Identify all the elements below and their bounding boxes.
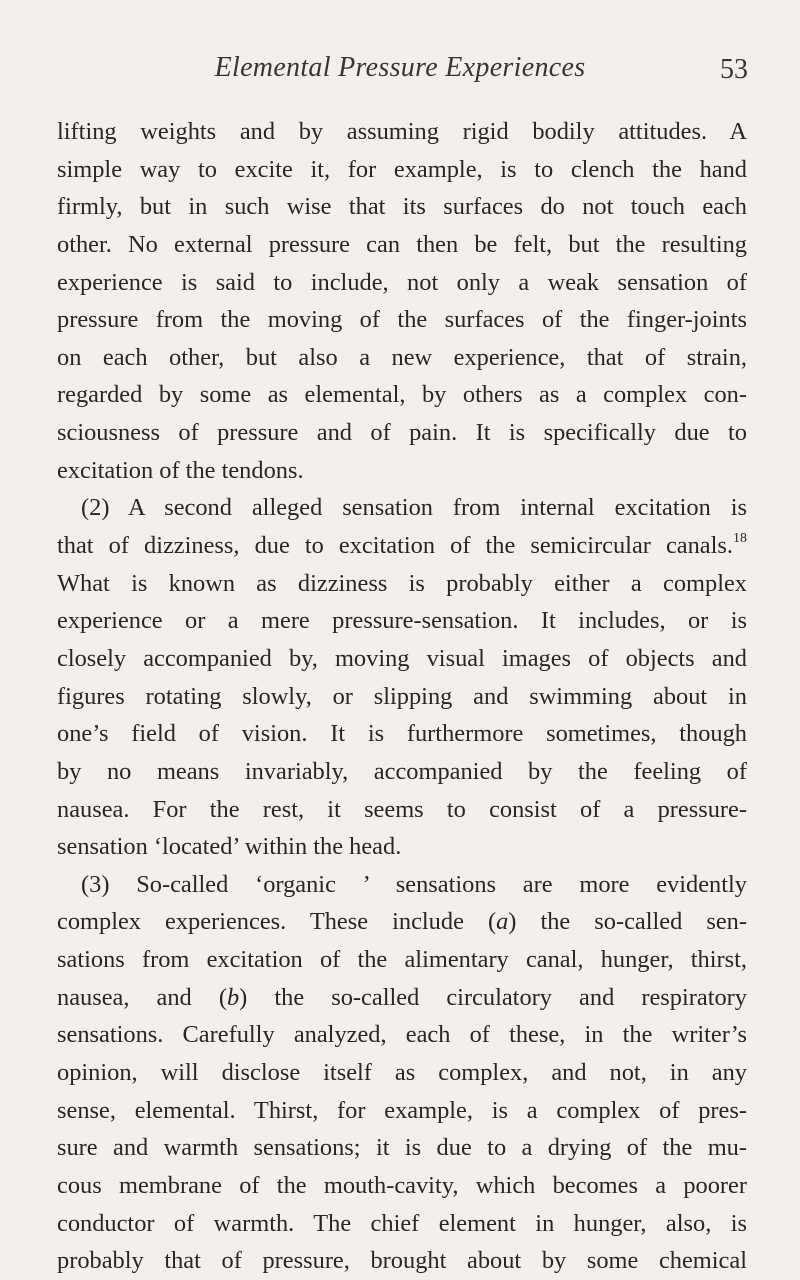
item-label-a: a [496,908,509,936]
text-line-24 [57,979,747,1017]
text-line-21: (3) So-called ‘organic ’ sensations are more evidently [81,870,747,898]
text-line-11: (2) A second alleged sensation from internal excitation is [81,494,747,522]
text-line-17: one’s field of vision. It is furthermore sometimes, though [57,720,747,748]
text-line-28: sure and warmth sensations; it is due to a drying of the mu- [57,1134,747,1162]
text-line-6: pressure from the moving of the surfaces of the finger-joints [57,306,747,334]
text-line-31: probably that of pressure, brought about by some chemical [57,1247,747,1275]
text-line-2: simple way to excite it, for example, is to clench the hand [57,155,747,183]
text-line-3: firmly, but in such wise that its surfaces do not touch each [57,193,747,221]
text-line-5: experience is said to include, not only a weak sensation of [57,268,747,296]
running-head [0,52,800,92]
text-line-23: sations from excitation of the alimentary canal, hunger, thirst, [57,946,747,974]
text-line-18: by no means invariably, accompanied by the feeling of [57,757,747,785]
text-line-16: figures rotating slowly, or slipping and swimming about in [57,682,747,710]
text-line-30: conductor of warmth. The chief element in hunger, also, is [57,1209,747,1237]
text-line-13: What is known as dizziness is probably either a complex [57,569,747,597]
text-line-9: sciousness of pressure and of pain. It is specifically due to [57,419,747,447]
running-title: Elemental Pressure Experiences [214,52,586,83]
text-line-26: opinion, will disclose itself as complex, and not, in any [57,1059,747,1087]
text-line-7: on each other, but also a new experience, that of strain, [57,343,747,371]
item-label-b: b [226,983,240,1011]
line-12-text: that of dizziness, due to excitation of the semicircular canals. [57,532,733,560]
text-line-12 [57,527,747,565]
text-line-22 [57,903,747,941]
footnote-ref-18: 18 [733,531,747,547]
text-line-10: excitation of the tendons. [57,456,304,484]
text-line-20: sensation ‘located’ within the head. [57,833,402,861]
page-number: 53 [720,54,748,85]
line-24-rest: ) the so-called circulatory and respiratory [239,983,747,1011]
text-line-19: nausea. For the rest, it seems to consist of a pressure- [57,795,747,823]
line-22-lead: complex experiences. These include ( [57,908,497,936]
body-text [57,113,747,1280]
text-line-29: cous membrane of the mouth-cavity, which becomes a poorer [57,1171,747,1199]
text-line-25: sensations. Carefully analyzed, each of these, in the writer’s [57,1021,747,1049]
text-line-27: sense, elemental. Thirst, for example, is a complex of pres- [57,1096,747,1124]
line-24-lead: nausea, and ( [57,983,227,1011]
text-line-14: experience or a mere pressure-sensation. It includes, or is [57,607,747,635]
text-line-1: lifting weights and by assuming rigid bodily attitudes. A [57,118,747,145]
text-line-4: other. No external pressure can then be felt, but the resulting [57,230,747,258]
text-line-8: regarded by some as elemental, by others as a complex con- [57,381,747,409]
line-22-rest: ) the so-called sen- [508,908,747,936]
text-line-15: closely accompanied by, moving visual images of objects and [57,644,747,672]
